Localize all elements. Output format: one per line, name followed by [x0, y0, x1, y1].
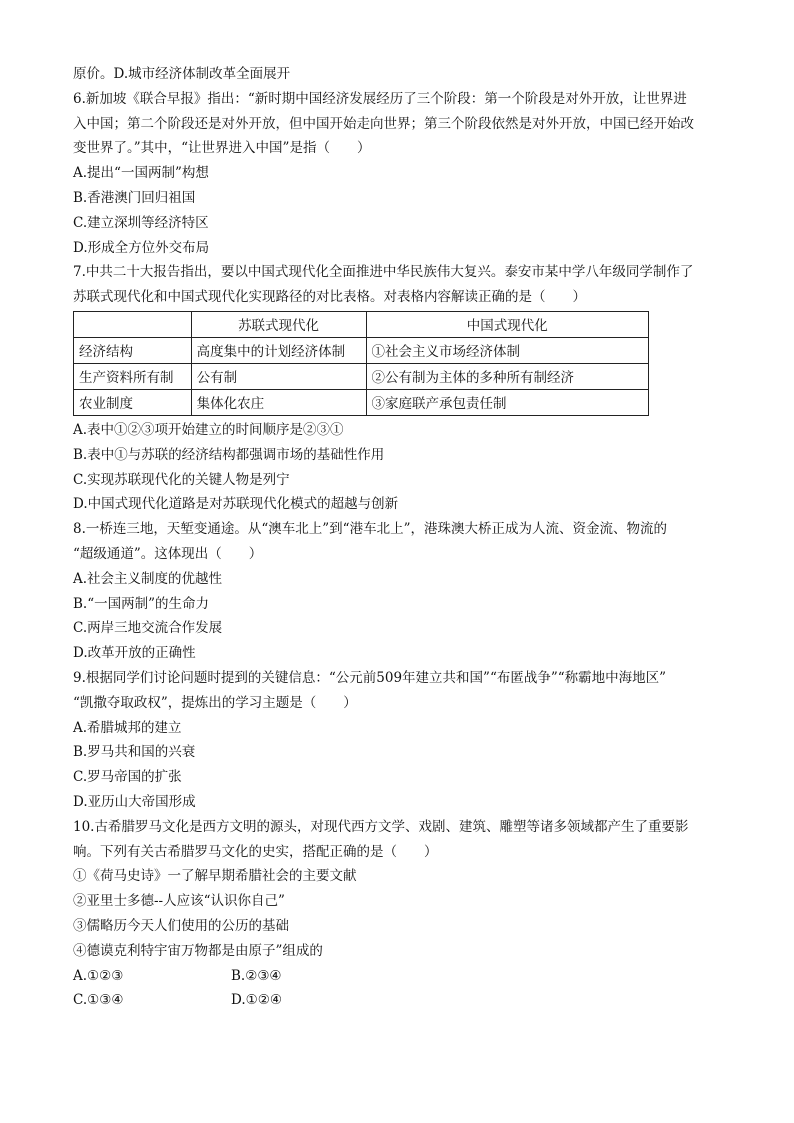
table-cell: ③家庭联产承包责任制 — [366, 389, 648, 415]
question-10-statement-3: ③儒略历今天人们使用的公历的基础 — [73, 917, 289, 934]
question-8-option-c: C.两岸三地交流合作发展 — [73, 620, 223, 637]
question-8-option-a: A.社会主义制度的优越性 — [73, 570, 223, 587]
question-10-statement-4: ④德谟克利特宇宙万物都是由原子”组成的 — [73, 942, 323, 959]
comparison-table — [73, 311, 649, 416]
table-cell: 农业制度 — [74, 389, 192, 415]
question-10-option-d: D.①②④ — [231, 992, 282, 1009]
table-cell: 集体化农庄 — [191, 389, 366, 415]
table-row — [74, 363, 649, 389]
question-10-statement-2: ②亚里士多德--人应该“认识你自己” — [73, 893, 285, 910]
question-9-option-a: A.希腊城邦的建立 — [73, 719, 182, 736]
table-cell: 公有制 — [191, 363, 366, 389]
table-header-cell: 中国式现代化 — [366, 311, 648, 337]
question-10-options-row-2 — [73, 988, 723, 1013]
table-header-row — [74, 311, 649, 337]
question-10-option-b: B.②③④ — [231, 967, 282, 984]
question-10-stem-line-2: 响。下列有关古希腊罗马文化的史实，搭配正确的是（ ） — [73, 843, 438, 860]
question-8-stem-line-1: 8.一桥连三地，天堑变通途。从“澳车北上”到“港车北上”，港珠澳大桥正成为人流、资金流、物流的 — [73, 521, 667, 538]
table-cell: ②公有制为主体的多种所有制经济 — [366, 363, 648, 389]
question-9 — [73, 666, 723, 815]
question-10-stem-line-1: 10.古希腊罗马文化是西方文明的源头，对现代西方文学、戏剧、建筑、雕塑等诸多领域都产生了重要影 — [73, 818, 689, 835]
question-10 — [73, 815, 723, 1013]
table-row — [74, 389, 649, 415]
previous-question-tail: 原价。D.城市经济体制改革全面展开 — [73, 66, 291, 82]
question-10-statement-1: ①《荷马史诗》一了解早期希腊社会的主要文献 — [73, 868, 357, 885]
question-7 — [73, 260, 723, 517]
question-6-option-d: D.形成全方位外交布局 — [73, 239, 210, 256]
question-8-option-b: B.“一国两制”的生命力 — [73, 595, 210, 612]
table-cell: 经济结构 — [74, 337, 192, 363]
question-7-option-c: C.实现苏联现代化的关键人物是列宁 — [73, 471, 290, 488]
question-6-option-b: B.香港澳门回归祖国 — [73, 189, 196, 206]
exam-page — [73, 62, 723, 1013]
question-6-option-c: C.建立深圳等经济特区 — [73, 214, 209, 231]
question-6 — [73, 87, 723, 261]
question-7-stem-line-2: 苏联式现代化和中国式现代化实现路径的对比表格。对表格内容解读正确的是（ ） — [73, 289, 586, 306]
question-10-options-row-1 — [73, 964, 723, 989]
question-10-option-c: C.①③④ — [73, 992, 124, 1009]
question-9-option-b: B.罗马共和国的兴衰 — [73, 744, 196, 761]
question-9-option-d: D.亚历山大帝国形成 — [73, 793, 196, 810]
question-10-option-a: A.①②③ — [73, 967, 124, 984]
question-8 — [73, 517, 723, 666]
question-9-stem-line-2: “凯撒夺取政权”，提炼出的学习主题是（ ） — [73, 694, 357, 711]
question-9-stem-line-1: 9.根据同学们讨论问题时提到的关键信息：“公元前509年建立共和国”“布匿战争”“称霸地中海地区” — [73, 669, 667, 686]
question-6-stem-line-3: 变世界了。”其中，“让世界进入中国”是指（ ） — [73, 140, 371, 157]
question-7-option-b: B.表中①与苏联的经济结构都强调市场的基础性作用 — [73, 446, 385, 463]
question-7-stem-line-1: 7.中共二十大报告指出，要以中国式现代化全面推进中华民族伟大复兴。泰安市某中学八年级同学制作了 — [73, 264, 694, 281]
table-cell: ①社会主义市场经济体制 — [366, 337, 648, 363]
question-7-option-d: D.中国式现代化道路是对苏联现代化模式的超越与创新 — [73, 496, 399, 513]
question-6-stem-line-1: 6.新加坡《联合早报》指出：“新时期中国经济发展经历了三个阶段：第一个阶段是对外开放，让世界进 — [73, 90, 687, 107]
question-6-option-a: A.提出“一国两制”构想 — [73, 165, 209, 182]
question-9-option-c: C.罗马帝国的扩张 — [73, 769, 182, 786]
table-cell: 生产资料所有制 — [74, 363, 192, 389]
question-7-option-a: A.表中①②③项开始建立的时间顺序是②③① — [73, 421, 344, 438]
table-header-cell — [74, 311, 192, 337]
question-8-stem-line-2: “超级通道”。这体现出（ ） — [73, 545, 263, 562]
question-8-option-d: D.改革开放的正确性 — [73, 645, 196, 662]
table-cell: 高度集中的计划经济体制 — [191, 337, 366, 363]
table-header-cell: 苏联式现代化 — [191, 311, 366, 337]
question-6-stem-line-2: 入中国；第二个阶段还是对外开放，但中国开始走向世界；第三个阶段依然是对外开放，中国已经开始改 — [73, 115, 694, 132]
table-row — [74, 337, 649, 363]
